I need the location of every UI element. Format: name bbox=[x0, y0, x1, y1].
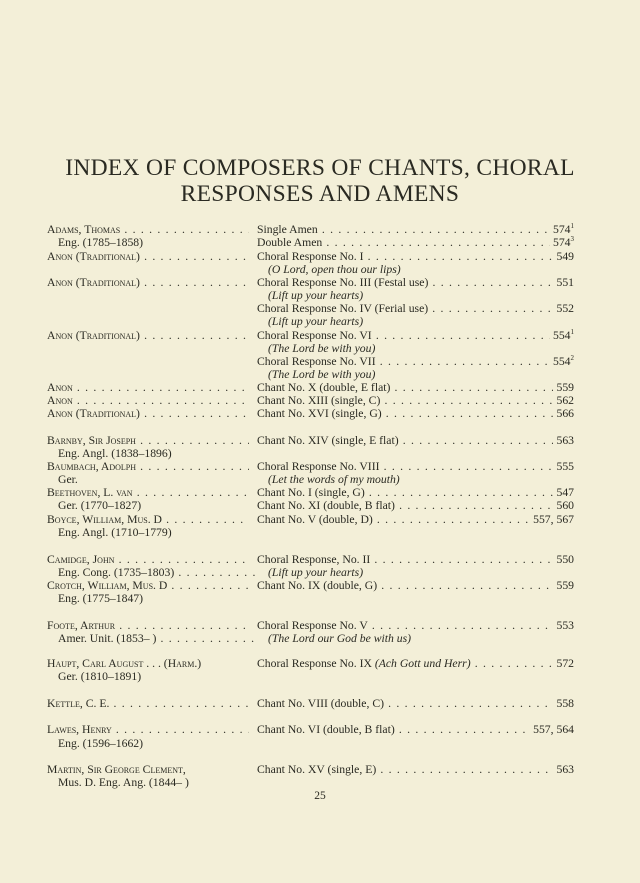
work-subtitle: (Let the words of my mouth) bbox=[268, 473, 400, 486]
work-title: Chant No. VIII (double, C) . . . bbox=[257, 697, 574, 711]
index-row bbox=[0, 763, 640, 777]
page-number: 572 bbox=[553, 657, 574, 671]
page-number: 563 bbox=[553, 763, 574, 777]
page-number: 562 bbox=[553, 394, 574, 408]
page-number: $554^2$ bbox=[550, 355, 574, 369]
work-title: Choral Response No. VI . . . bbox=[257, 329, 574, 343]
index-row bbox=[0, 329, 640, 343]
page-number: 555 bbox=[553, 460, 574, 474]
composer-detail: Eng. (1775–1847) bbox=[58, 592, 144, 605]
work-title: Chant No. I (single, G) . . . bbox=[257, 486, 574, 500]
work-title: Chant No. XIV (single, E flat) . . . bbox=[257, 434, 574, 448]
composer-name: Anon (Traditional) . . . bbox=[47, 276, 249, 290]
index-row bbox=[0, 223, 640, 237]
work-title: Chant No. XV (single, E) . . . bbox=[257, 763, 574, 777]
composer-name: Boyce, William, Mus. D . . . bbox=[47, 513, 249, 527]
work-subtitle: (The Lord be with you) bbox=[268, 342, 376, 355]
page-number: 551 bbox=[553, 276, 574, 290]
page-title-line-1: INDEX OF COMPOSERS OF CHANTS, CHORAL bbox=[65, 155, 575, 181]
composer-name: Anon . . . bbox=[47, 381, 249, 395]
index-row bbox=[0, 619, 640, 633]
page-number: $554^1$ bbox=[550, 329, 574, 343]
composer-detail: Eng. Cong. (1735–1803) . . . bbox=[58, 566, 260, 580]
index-row bbox=[0, 447, 640, 461]
work-title: Choral Response No. IX (Ach Gott und Herr) . . . bbox=[257, 657, 574, 671]
page-number: 559 bbox=[553, 381, 574, 395]
composer-detail: Ger. (1810–1891) bbox=[58, 670, 142, 683]
work-title: Chant No. VI (double, B flat) . . . bbox=[257, 723, 574, 737]
page-number: 558 bbox=[553, 697, 574, 711]
page-folio: 25 bbox=[314, 790, 326, 802]
index-row bbox=[0, 315, 640, 329]
page-number: $574^1$ bbox=[550, 223, 574, 237]
work-title: Chant No. XIII (single, C) . . . bbox=[257, 394, 574, 408]
work-subtitle: (O Lord, open thou our lips) bbox=[268, 263, 401, 276]
index-row bbox=[0, 355, 640, 369]
work-subtitle-inline: (Ach Gott und Herr) bbox=[374, 657, 471, 670]
index-row bbox=[0, 394, 640, 408]
work-title: Chant No. IX (double, G) . . . bbox=[257, 579, 574, 593]
work-title: Chant No. V (double, D) . . . bbox=[257, 513, 574, 527]
index-row bbox=[0, 473, 640, 487]
composer-name: Kettle, C. E. . . . bbox=[47, 697, 249, 711]
composer-name: Crotch, William, Mus. D . . . bbox=[47, 579, 249, 593]
index-row bbox=[0, 276, 640, 290]
work-title: Choral Response No. VII . . . bbox=[257, 355, 574, 369]
index-row bbox=[0, 526, 640, 540]
page-number: 547 bbox=[553, 486, 574, 500]
composer-detail: Amer. Unit. (1853– ) . . . bbox=[58, 632, 260, 646]
work-subtitle: (The Lord our God be with us) bbox=[268, 632, 412, 645]
work-title: Chant No. XVI (single, G) . . . bbox=[257, 407, 574, 421]
work-title: Choral Response No. VIII . . . bbox=[257, 460, 574, 474]
work-title: Choral Response No. I . . . bbox=[257, 250, 574, 264]
index-row bbox=[0, 263, 640, 277]
index-row bbox=[0, 632, 640, 646]
composer-detail: Eng. (1596–1662) bbox=[58, 737, 144, 750]
work-subtitle: (The Lord be with you) bbox=[268, 368, 376, 381]
page-number: 557, 564 bbox=[530, 723, 574, 737]
index-row bbox=[0, 302, 640, 316]
page-number: 560 bbox=[553, 499, 574, 513]
index-row bbox=[0, 776, 640, 790]
work-title: Double Amen . . . bbox=[257, 236, 574, 250]
index-row bbox=[0, 513, 640, 527]
index-row bbox=[0, 434, 640, 448]
index-row bbox=[0, 657, 640, 671]
composer-name: Anon (Traditional) . . . bbox=[47, 407, 249, 421]
composer-detail: Mus. D. Eng. Ang. (1844– ) bbox=[58, 776, 189, 789]
index-row bbox=[0, 566, 640, 580]
work-title: Choral Response, No. II . . . bbox=[257, 553, 574, 567]
work-title: Choral Response No. III (Festal use) . . . bbox=[257, 276, 574, 290]
page-number: 552 bbox=[553, 302, 574, 316]
page-number: 559 bbox=[553, 579, 574, 593]
composer-name: Haupt, Carl August . . . (Harm.) bbox=[47, 657, 202, 670]
index-row bbox=[0, 368, 640, 382]
composer-detail: Eng. (1785–1858) bbox=[58, 236, 144, 249]
index-row bbox=[0, 592, 640, 606]
work-subtitle: (Lift up your hearts) bbox=[268, 566, 364, 579]
index-row bbox=[0, 486, 640, 500]
work-title: Choral Response No. IV (Ferial use) . . . bbox=[257, 302, 574, 316]
work-subtitle: (Lift up your hearts) bbox=[268, 315, 364, 328]
page-number: 549 bbox=[553, 250, 574, 264]
composer-detail: Ger. bbox=[58, 473, 78, 486]
index-row bbox=[0, 737, 640, 751]
composer-name: Camidge, John . . . bbox=[47, 553, 249, 567]
index-row bbox=[0, 499, 640, 513]
page-number: 557, 567 bbox=[530, 513, 574, 527]
page-title-line-2: RESPONSES AND AMENS bbox=[180, 181, 460, 207]
work-title: Chant No. X (double, E flat) . . . bbox=[257, 381, 574, 395]
work-title: Single Amen . . . bbox=[257, 223, 574, 237]
page-number: 566 bbox=[553, 407, 574, 421]
index-row bbox=[0, 697, 640, 711]
composer-name: Baumbach, Adolph . . . bbox=[47, 460, 249, 474]
index-row bbox=[0, 723, 640, 737]
work-title: Choral Response No. V . . . bbox=[257, 619, 574, 633]
composer-detail: Eng. Angl. (1838–1896) bbox=[58, 447, 172, 460]
index-row bbox=[0, 460, 640, 474]
composer-name: Beethoven, L. van . . . bbox=[47, 486, 249, 500]
composer-name: Martin, Sir George Clement, bbox=[47, 763, 186, 776]
composer-name: Anon (Traditional) . . . bbox=[47, 329, 249, 343]
index-row bbox=[0, 553, 640, 567]
index-row bbox=[0, 250, 640, 264]
work-title: Chant No. XI (double, B flat) . . . bbox=[257, 499, 574, 513]
composer-name: Adams, Thomas . . . bbox=[47, 223, 249, 237]
composer-name: Barnby, Sir Joseph . . . bbox=[47, 434, 249, 448]
work-subtitle: (Lift up your hearts) bbox=[268, 289, 364, 302]
composer-name: Lawes, Henry . . . bbox=[47, 723, 249, 737]
composer-name: Anon . . . bbox=[47, 394, 249, 408]
index-row bbox=[0, 579, 640, 593]
composer-name: Anon (Traditional) . . . bbox=[47, 250, 249, 264]
index-row bbox=[0, 342, 640, 356]
composer-detail: Eng. Angl. (1710–1779) bbox=[58, 526, 172, 539]
index-row bbox=[0, 236, 640, 250]
page-number: 553 bbox=[553, 619, 574, 633]
page-number: 563 bbox=[553, 434, 574, 448]
index-row bbox=[0, 407, 640, 421]
index-row bbox=[0, 381, 640, 395]
index-row bbox=[0, 289, 640, 303]
index-row bbox=[0, 670, 640, 684]
page-number: 550 bbox=[553, 553, 574, 567]
composer-detail: Ger. (1770–1827) bbox=[58, 499, 142, 512]
composer-name: Foote, Arthur . . . bbox=[47, 619, 249, 633]
page-number: $574^3$ bbox=[550, 236, 574, 250]
